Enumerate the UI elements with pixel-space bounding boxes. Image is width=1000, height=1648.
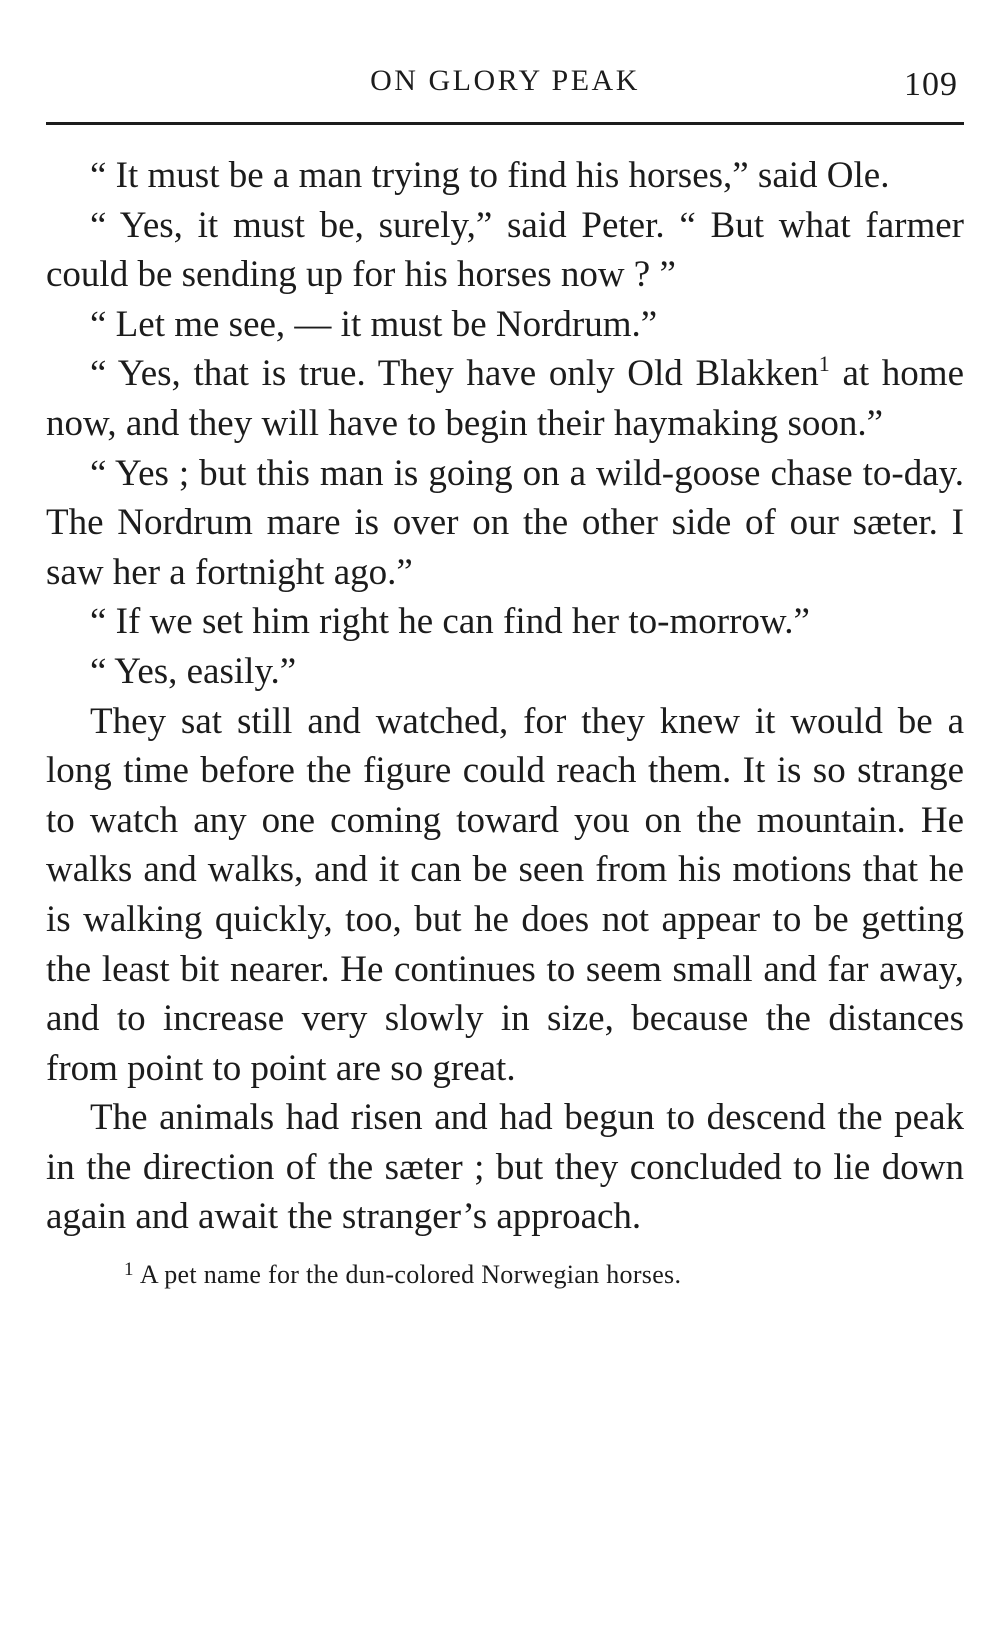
running-head [46, 56, 964, 106]
paragraph-text: The animals had risen and had begun to descend the peak in the direction of the sæter ; but they concluded to lie down again and await the stranger’s approach. [46, 1097, 964, 1238]
paragraph [46, 349, 964, 448]
paragraph-text: “ If we set him right he can find her to-morrow.” [90, 601, 810, 643]
book-page [46, 56, 964, 1292]
running-title: ON GLORY PEAK [370, 64, 640, 97]
paragraph-text-continued: at home now, and they will have to begin their haymaking soon.” [46, 353, 965, 444]
footnote-text: A pet name for the dun-colored Norwegian horses. [139, 1260, 682, 1290]
header-rule [46, 122, 964, 125]
paragraph-text: “ Yes, that is true. They have only Old Blakken [90, 353, 819, 395]
page-number: 109 [904, 66, 958, 103]
paragraph-text: “ It must be a man trying to find his horses,” said Ole. [90, 155, 890, 196]
paragraph [46, 151, 964, 201]
footnote-reference: 1 [818, 351, 830, 377]
paragraph [46, 647, 964, 697]
paragraph-text: “ Yes, easily.” [90, 650, 297, 692]
footnote [46, 1258, 964, 1292]
footnote-marker: 1 [124, 1259, 134, 1281]
paragraph [46, 697, 964, 1094]
body-text [46, 151, 964, 1242]
paragraph-text: “ Yes ; but this man is going on a wild-goose chase to-day. The Nordrum mare is over on the other side of our sæter. I saw her a fortnight ago.” [46, 452, 964, 593]
paragraph-text: “ Let me see, — it must be Nordrum.” [90, 303, 658, 345]
paragraph-text: They sat still and watched, for they knew it would be a long time before the figure could reach them. It is so strange to watch any one coming toward you on the mountain. He walks and walks, and it can be seen from his motions that he is walking quickly, too, but he does not appear to be getting the least bit nearer. He continues to seem small and far away, and to increase very slowly in size, because the distances from point to point are so great. [46, 700, 964, 1089]
paragraph-text: “ Yes, it must be, surely,” said Peter. “ But what farmer could be sending up for his horses now ? ” [46, 204, 964, 296]
paragraph [46, 1093, 964, 1242]
paragraph [46, 597, 964, 647]
paragraph [46, 449, 964, 598]
paragraph [46, 201, 964, 300]
paragraph [46, 300, 964, 350]
